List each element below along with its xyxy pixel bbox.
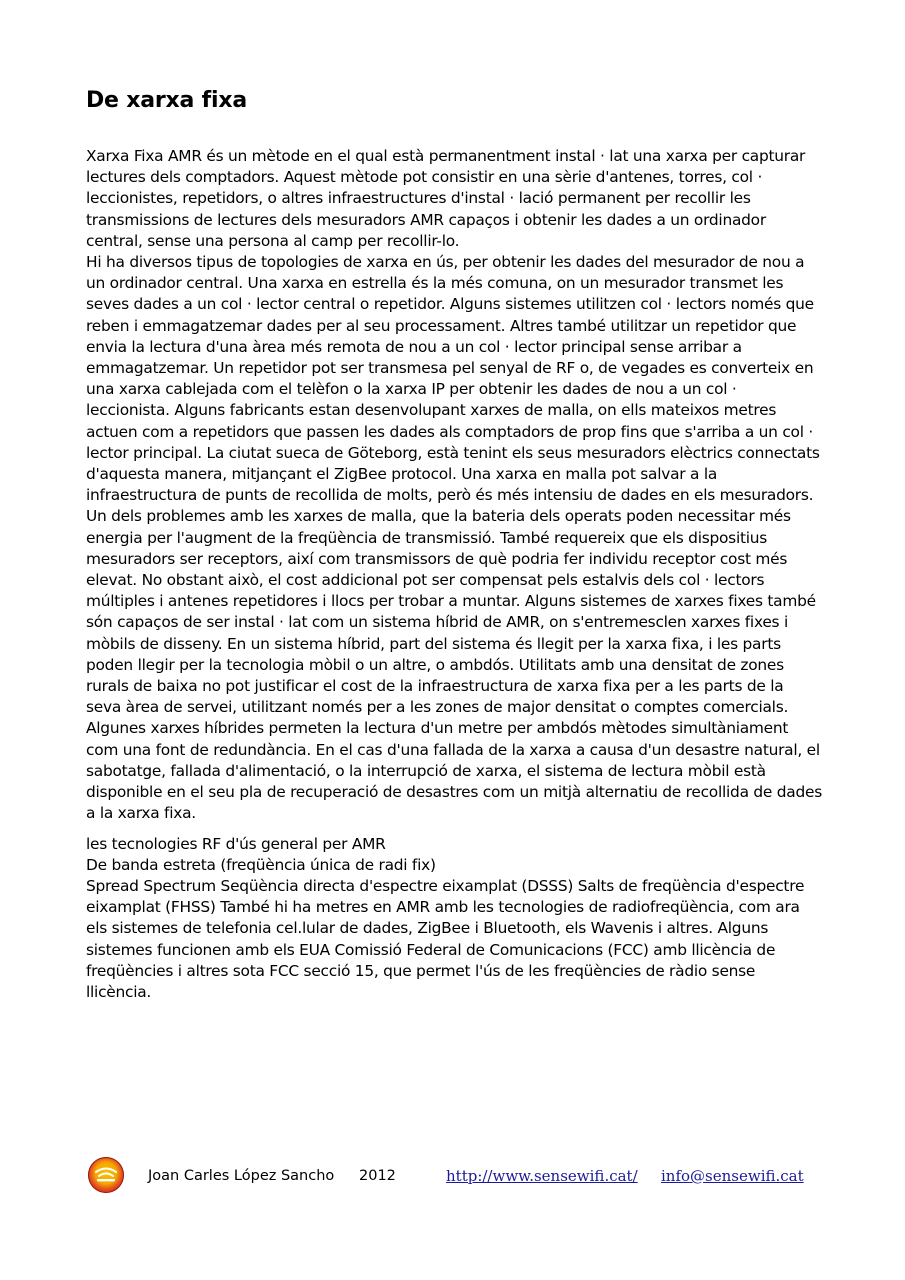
publication-year: 2012 (359, 1168, 396, 1184)
paragraph: Xarxa Fixa AMR és un mètode en el qual està permanentment instal · lat una xarxa per capturar lectures dels comptadors. Aquest mètode pot consistir en una sèrie d'antenes, torres, col · leccionistes, repetidors, o altres infraestructures d'instal · lació permanent per recollir les transmissions de lectures dels mesuradors AMR capaços i obtenir les dades a un ordinador central, sense una persona al camp per recollir-lo. (86, 147, 806, 250)
page-footer (86, 1156, 822, 1194)
paragraph: Hi ha diversos tipus de topologies de xarxa en ús, per obtenir les dades del mesurador de nou a un ordinador central. Una xarxa en estrella és la més comuna, on un mesurador transmet les seves dades a un col · lector central o repetidor. Alguns sistemes utilitzen col · lectors només que reben i emmagatzemar dades per al seu processament. Altres també utilitzar un repetidor que envia la lectura d'una àrea més remota de nou a un col · lector principal sense arribar a emmagatzemar. Un repetidor pot ser transmesa pel senyal de RF o, de vegades es converteix en una xarxa cablejada com el telèfon o la xarxa IP per obtenir les dades de nou a un col · leccionista. Alguns fabricants estan desenvolupant xarxes de malla, on ells mateixos metres actuen com a repetidors que passen les dades als comptadors de prop fins que s'arriba a un col · lector principal. La ciutat sueca de Göteborg, està tenint els seus mesuradors elèctrics connectats d'aquesta manera, mitjançant el ZigBee protocol. Una xarxa en malla pot salvar a la infraestructura de punts de recollida de molts, però és més intensiu de dades en els mesuradors. Un dels problemes amb les xarxes de malla, que la bateria dels operats poden necessitar més energia per l'augment de la freqüència de transmissió. També requereix que els dispositius mesuradors ser receptors, així com transmissors de què podria fer individu receptor cost més elevat. No obstant això, el cost addicional pot ser compensat pels estalvis dels col · lectors múltiples i antenes repetidores i llocs per trobar a muntar. Alguns sistemes de xarxes fixes també són capaços de ser instal · lat com un sistema híbrid de AMR, on s'entremesclen xarxes fixes i mòbils de disseny. En un sistema híbrid, part del sistema és llegit per la xarxa fixa, i les parts poden llegir per la tecnologia mòbil o un altre, o ambdós. Utilitats amb una densitat de zones rurals de baixa no pot justificar el cost de la infraestructura de xarxa fixa per a les parts de la seva àrea de servei, utilitzant només per a les zones de major densitat o comptes comercials. Algunes xarxes híbrides permeten la lectura d'un metre per ambdós mètodes simultàniament com una font de redundància. En el cas d'una fallada de la xarxa a causa d'un desastre natural, el sabotatge, fallada d'alimentació, o la interrupció de xarxa, el sistema de lectura mòbil està disponible en el seu pla de recuperació de desastres com un mitjà alternatiu de recollida de dades a la xarxa fixa. (86, 253, 822, 823)
email-link[interactable]: info@sensewifi.cat (661, 1167, 804, 1185)
author-name: Joan Carles López Sancho (148, 1168, 335, 1184)
paragraph: les tecnologies RF d'ús general per AMR (86, 834, 386, 853)
sensewifi-logo-icon (88, 1157, 124, 1193)
website-link[interactable]: http://www.sensewifi.cat/ (446, 1167, 638, 1185)
paragraph: Spread Spectrum Seqüència directa d'espectre eixamplat (DSSS) Salts de freqüència d'espectre eixamplat (FHSS) També hi ha metres en AMR amb les tecnologies de radiofreqüència, com ara els sistemes de telefonia cel.lular de dades, ZigBee i Bluetooth, els Wavenis i altres. Alguns sistemes funcionen amb els EUA Comissió Federal de Comunicacions (FCC) amb llicència de freqüències i altres sota FCC secció 15, que permet l'ús de les freqüències de ràdio sense llicència. (86, 876, 805, 1001)
document-body (86, 146, 822, 1003)
page-title: De xarxa fixa (86, 88, 247, 113)
paragraph: De banda estreta (freqüència única de radi fix) (86, 855, 436, 874)
